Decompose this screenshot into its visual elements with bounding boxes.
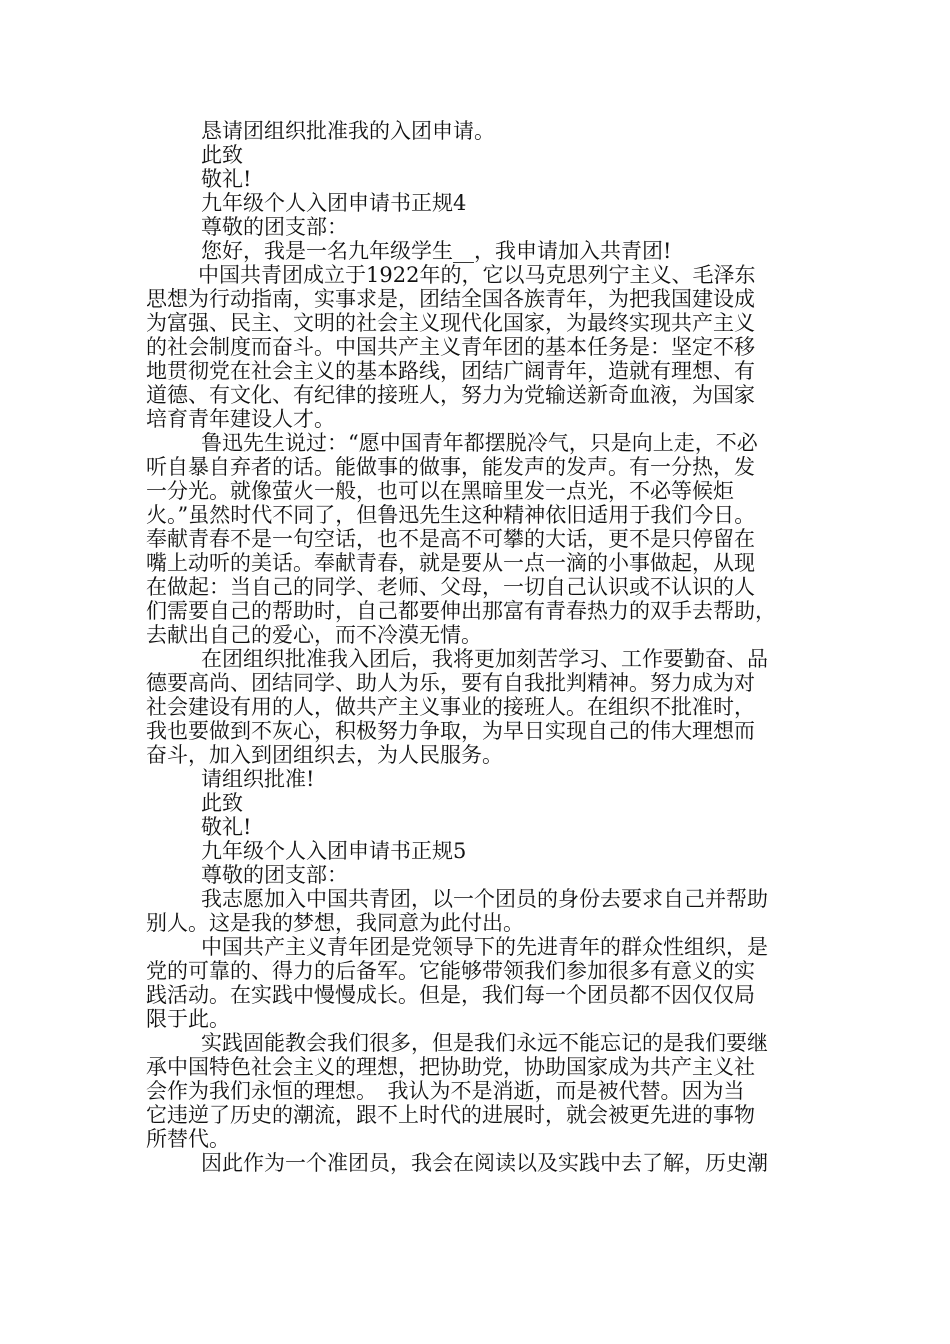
text-line: 奋斗，加入到团组织去，为人民服务。: [146, 743, 503, 767]
text-line: 们需要自己的帮助时，自己都要伸出那富有青春热力的双手去帮助，: [146, 599, 776, 623]
text-line: 培育青年建设人才。: [146, 407, 335, 431]
text-line: 我志愿加入中国共青团，以一个团员的身份去要求自己并帮助: [201, 887, 768, 911]
text-line: 此致: [201, 143, 243, 167]
text-line: 在团组织批准我入团后，我将更加刻苦学习、工作要勤奋、品: [201, 647, 768, 671]
text-line: 此致: [201, 791, 243, 815]
text-line: 尊敬的团支部：: [201, 215, 348, 239]
text-line: 所替代。: [146, 1127, 230, 1151]
text-line: 中国共青团成立于1922年的，它以马克思列宁主义、毛泽东: [198, 263, 756, 287]
text-line: 恳请团组织批准我的入团申请。: [201, 119, 495, 143]
document-body: [146, 119, 816, 1175]
text-line: 承中国特色社会主义的理想，把协助党，协助国家成为共产主义社: [146, 1055, 755, 1079]
text-line: 奉献青春不是一句空话，也不是高不可攀的大话，更不是只停留在: [146, 527, 755, 551]
text-line: 九年级个人入团申请书正规4: [201, 191, 467, 215]
text-line: 社会建设有用的人，做共产主义事业的接班人。在组织不批准时，: [146, 695, 755, 719]
text-line: 去献出自己的爱心，而不冷漠无情。: [146, 623, 482, 647]
text-line: 限于此。: [146, 1007, 230, 1031]
text-line: 我也要做到不灰心，积极努力争取，为早日实现自己的伟大理想而: [146, 719, 755, 743]
text-line: 听自暴自弃者的话。能做事的做事，能发声的发声。有一分热，发: [146, 455, 755, 479]
text-line: 嘴上动听的美话。奉献青春，就是要从一点一滴的小事做起，从现: [146, 551, 755, 575]
text-line: 因此作为一个准团员，我会在阅读以及实践中去了解，历史潮: [201, 1151, 768, 1175]
text-line: 的社会制度而奋斗。中国共产主义青年团的基本任务是：坚定不移: [146, 335, 755, 359]
text-line: 践活动。在实践中慢慢成长。但是，我们每一个团员都不因仅仅局: [146, 983, 755, 1007]
text-line: 党的可靠的、得力的后备军。它能够带领我们参加很多有意义的实: [146, 959, 755, 983]
text-line: 中国共产主义青年团是党领导下的先进青年的群众性组织，是: [201, 935, 768, 959]
text-line: 敬礼!: [201, 167, 252, 191]
text-line: 九年级个人入团申请书正规5: [201, 839, 467, 863]
text-line: 在做起：当自己的同学、老师、父母，一切自己认识或不认识的人: [146, 575, 755, 599]
text-line: 会作为我们永恒的理想。 我认为不是消逝，而是被代替。因为当: [146, 1079, 745, 1103]
text-line: 别人。这是我的梦想，我同意为此付出。: [146, 911, 524, 935]
text-line: 德要高尚、团结同学、助人为乐，要有自我批判精神。努力成为对: [146, 671, 755, 695]
text-line: 尊敬的团支部：: [201, 863, 348, 887]
text-line: 道德、有文化、有纪律的接班人，努力为党输送新奇血液，为国家: [146, 383, 755, 407]
text-line: 一分光。就像萤火一般，也可以在黑暗里发一点光，不必等候炬: [146, 479, 734, 503]
text-line: 思想为行动指南，实事求是，团结全国各族青年，为把我国建设成: [146, 287, 755, 311]
text-line: 它违逆了历史的潮流，跟不上时代的进展时，就会被更先进的事物: [146, 1103, 755, 1127]
text-line: 请组织批准!: [201, 767, 315, 791]
text-line: 您好，我是一名九年级学生__，我申请加入共青团!: [201, 239, 672, 263]
text-line: 为富强、民主、文明的社会主义现代化国家，为最终实现共产主义: [146, 311, 755, 335]
text-line: 敬礼!: [201, 815, 252, 839]
text-line: 地贯彻党在社会主义的基本路线，团结广阔青年，造就有理想、有: [146, 359, 755, 383]
text-line: 实践固能教会我们很多，但是我们永远不能忘记的是我们要继: [201, 1031, 768, 1055]
text-line: 火。”虽然时代不同了，但鲁迅先生这种精神依旧适用于我们今日。: [146, 503, 756, 527]
text-line: 鲁迅先生说过：“愿中国青年都摆脱冷气，只是向上走，不必: [201, 431, 758, 455]
